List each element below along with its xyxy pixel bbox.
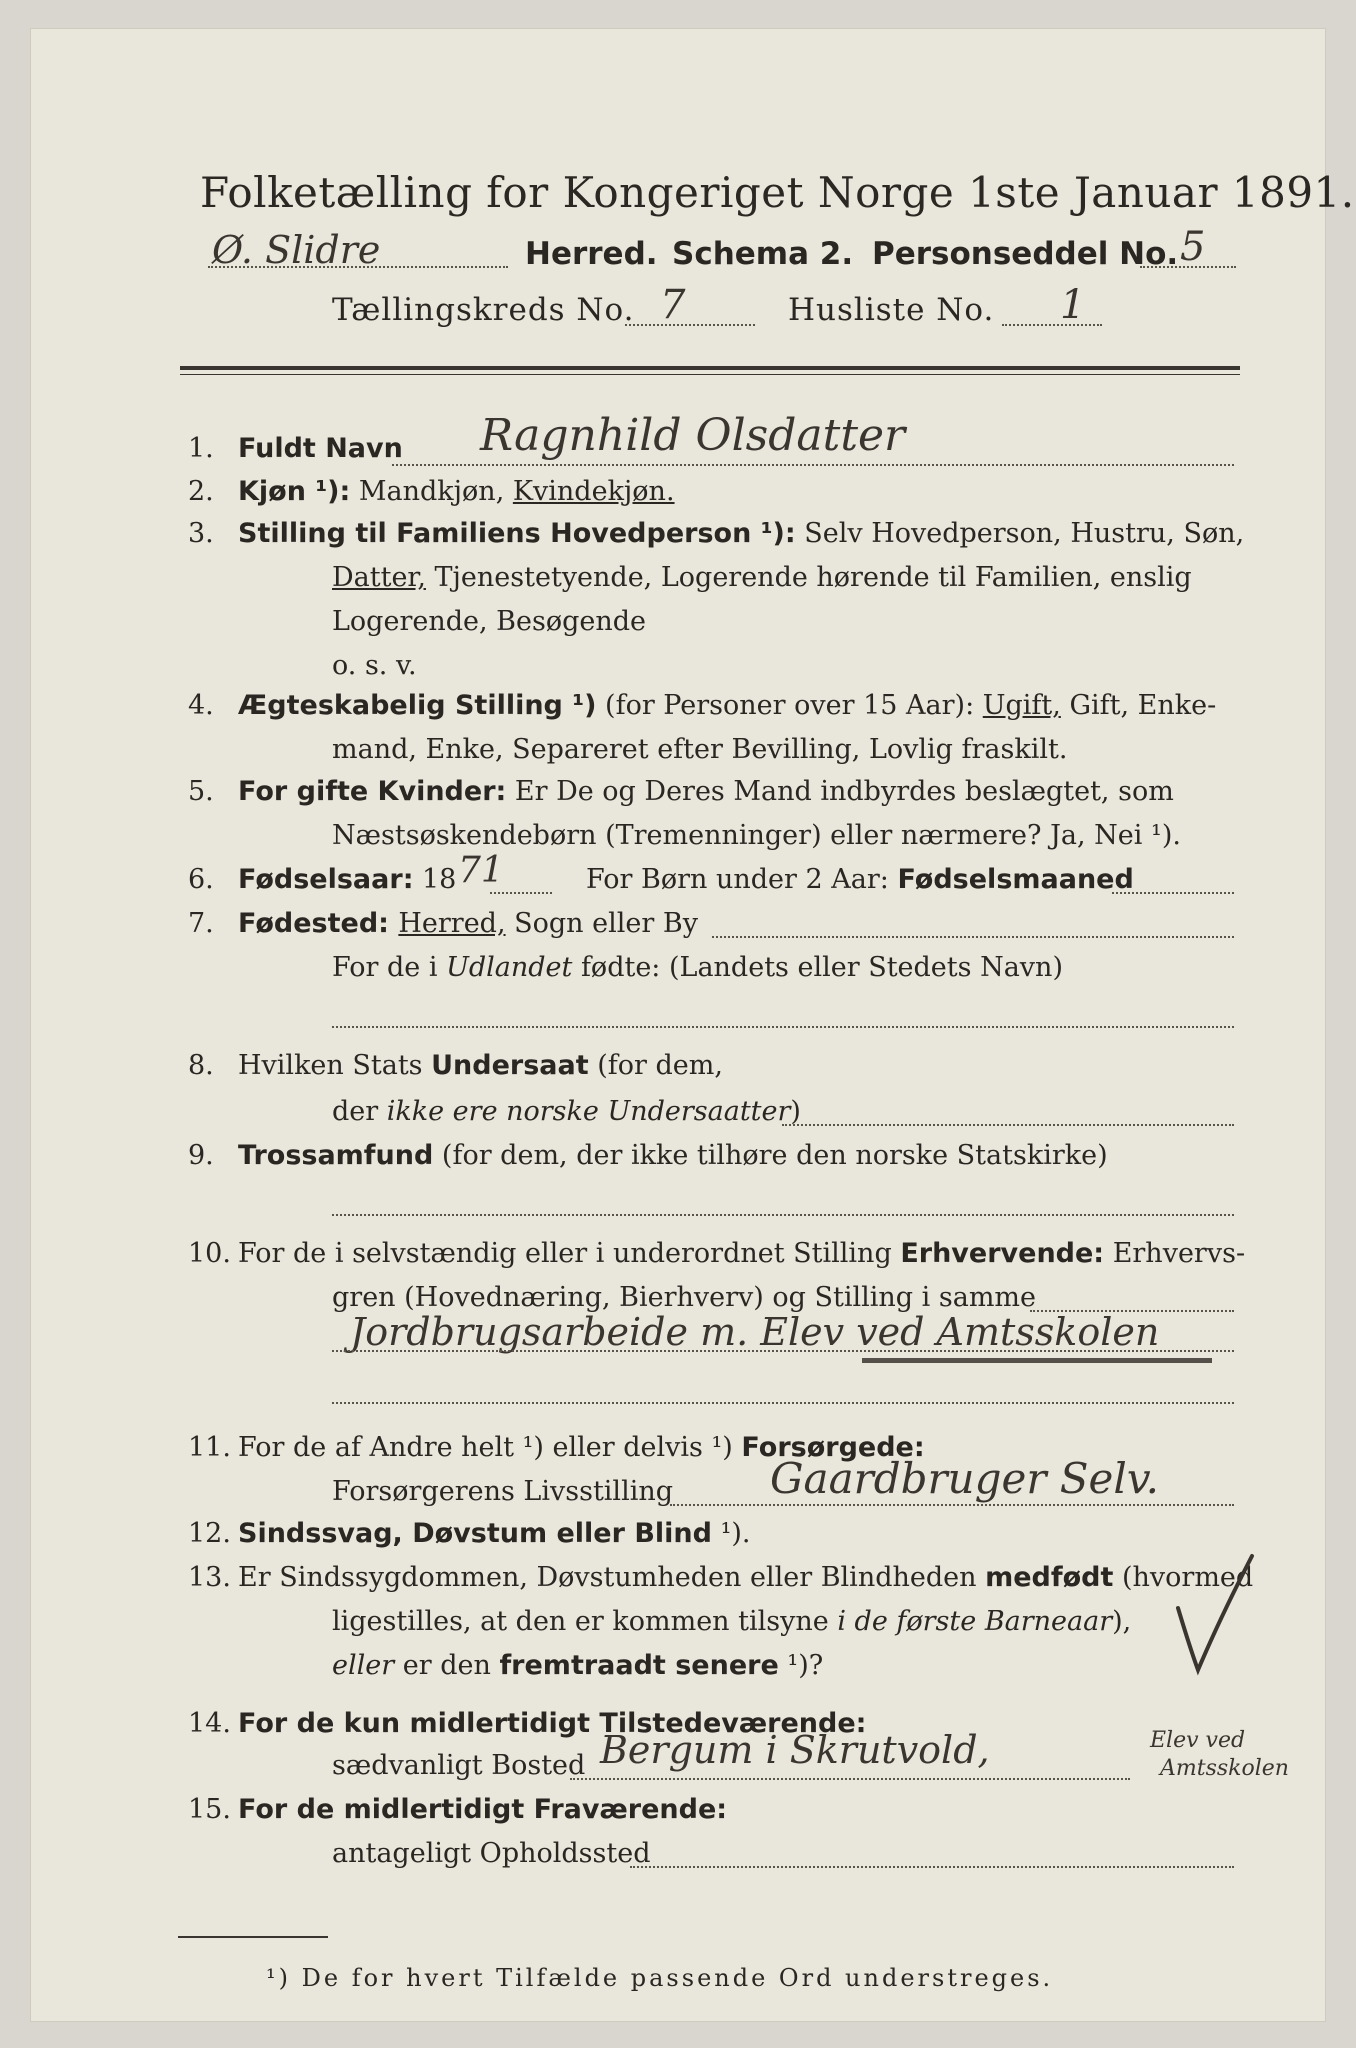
item-3-line4: o. s. v.: [332, 650, 417, 681]
form-title: Folketælling for Kongeriget Norge 1ste Januar 1891.: [200, 168, 1355, 217]
kjon-mandkjon: Mandkjøn,: [350, 476, 513, 507]
header-rule-thin: [180, 374, 1240, 375]
personseddel-label: Personseddel No.: [872, 236, 1179, 272]
fodselsmaaned-label: [586, 864, 1134, 895]
stilling-options-2: Tjenestetyende, Logerende hørende til Familien, enslig: [425, 562, 1192, 593]
item-3-line1: [238, 518, 1244, 549]
item-10-line2: gren (Hovednæring, Bierhverv) og Stilling i samme: [332, 1282, 1037, 1313]
undersaat-suffix: (for dem,: [588, 1050, 723, 1081]
medfodt-suffix: (hvormed: [1113, 1562, 1254, 1593]
bosted-note-1: Elev ved: [1150, 1728, 1246, 1753]
item-3-line2: [332, 562, 1192, 593]
aegteskab-options-1: Gift, Enke-: [1060, 690, 1217, 721]
medfodt-line2-suffix: ),: [1112, 1606, 1132, 1637]
item-9-number: 9.: [188, 1140, 214, 1171]
footnote-text: ¹) De for hvert Tilfælde passende Ord understreges.: [266, 1964, 1054, 1992]
medfodt-bold: medfødt: [985, 1562, 1114, 1593]
item-13-line1: [238, 1562, 1253, 1593]
fodselsaar-dotted-line: [490, 892, 552, 894]
item-12-number: 12.: [188, 1518, 231, 1549]
personseddel-number: 5: [1180, 224, 1206, 270]
bosted-dotted-line: [570, 1778, 1130, 1780]
trossamfund-text: (for dem, der ikke tilhøre den norske Statskirke): [433, 1140, 1108, 1171]
schema-label: Schema 2.: [672, 236, 854, 272]
herred-dotted-line: [208, 266, 508, 268]
gifte-kvinder-label: For gifte Kvinder:: [238, 776, 507, 807]
bosted-handwritten: Bergum i Skrutvold,: [600, 1728, 990, 1772]
fodselsaar-prefix: 18: [422, 864, 457, 895]
udlandet-suffix: fødte: (Landets eller Stedets Navn): [572, 952, 1063, 983]
forsorgede-prefix: For de af Andre helt ¹) eller delvis ¹): [238, 1432, 742, 1463]
name-dotted-line: [392, 464, 1234, 466]
checkmark-icon: [1170, 1548, 1260, 1678]
herred-label: Herred.: [525, 236, 658, 272]
item-4-number: 4.: [188, 690, 214, 721]
header-rule-thick: [180, 366, 1240, 370]
item-10-number: 10.: [188, 1238, 231, 1269]
item-1-label: Fuldt Navn: [238, 433, 403, 464]
erhverv-bold: Erhvervende:: [900, 1238, 1105, 1269]
item-7-line1: [238, 908, 698, 939]
undersaat-dotted-line: [782, 1124, 1234, 1126]
item-13-number: 13.: [188, 1562, 231, 1593]
fodselsaar-handwritten: 71: [458, 850, 504, 891]
item-13-line2: [332, 1606, 1131, 1637]
item-12-line1: [238, 1518, 751, 1549]
fodselsmaaned-dotted-line: [1112, 892, 1234, 894]
fodested-herred: Herred,: [398, 908, 506, 939]
medfodt-line3-text: er den: [394, 1650, 500, 1681]
opholdssted-dotted-line: [630, 1866, 1234, 1868]
item-10-line1: [238, 1238, 1245, 1269]
udlandet-dotted-line: [332, 1026, 1234, 1028]
erhverv-value-dotted-line: [332, 1350, 1234, 1352]
forsorgede-bold: Forsørgede:: [741, 1432, 925, 1463]
sindssvag-label: Sindssvag, Døvstum eller Blind: [238, 1518, 712, 1549]
item-1-number: 1.: [188, 433, 214, 464]
udlandet-prefix: For de i: [332, 952, 447, 983]
erhverv-prefix: For de i selvstændig eller i underordnet Stilling: [238, 1238, 901, 1269]
bosted-label: sædvanligt Bosted: [332, 1750, 586, 1781]
taellingskreds-number: 7: [660, 282, 686, 328]
medfodt-line2-italic: i de første Barneaar: [837, 1606, 1113, 1637]
herred-handwritten: Ø. Slidre: [212, 228, 381, 272]
fodselsmaaned-bold: Fødselsmaaned: [897, 864, 1134, 895]
item-14-number: 14.: [188, 1708, 231, 1739]
husliste-dotted-line: [1002, 324, 1102, 326]
husliste-label: Husliste No.: [788, 292, 995, 328]
tilstede-label: For de kun midlertidigt Tilstedeværende:: [238, 1708, 867, 1739]
medfodt-line3-bold: fremtraadt senere: [499, 1650, 779, 1681]
erhverv-strike-line: [862, 1358, 1212, 1363]
forsorger-dotted-line: [670, 1504, 1234, 1506]
medfodt-line2-prefix: ligestilles, at den er kommen tilsyne: [332, 1606, 838, 1637]
taellingskreds-label: Tællingskreds No.: [332, 292, 635, 328]
undersaat-line2-prefix: der: [332, 1096, 387, 1127]
fravaerende-label: For de midlertidigt Fraværende:: [238, 1794, 728, 1825]
item-7-number: 7.: [188, 908, 214, 939]
item-15-number: 15.: [188, 1794, 231, 1825]
name-handwritten: Ragnhild Olsdatter: [480, 410, 906, 461]
sindssvag-suffix: ¹).: [711, 1518, 751, 1549]
fodested-label: Fødested:: [238, 908, 399, 939]
erhverv-suffix: Erhvervs-: [1104, 1238, 1246, 1269]
kjon-kvindekjon: Kvindekjøn.: [512, 476, 675, 507]
erhverv-extra-dotted-line: [332, 1402, 1234, 1404]
aegteskab-label: Ægteskabelig Stilling ¹): [238, 690, 597, 721]
medfodt-line3-suffix: ¹)?: [778, 1650, 824, 1681]
aegteskab-ugift: Ugift,: [982, 690, 1061, 721]
item-8-line1: [238, 1050, 723, 1081]
stilling-label: Stilling til Familiens Hovedperson ¹):: [238, 518, 796, 549]
born-label: For Børn under 2 Aar:: [586, 864, 898, 895]
item-6-number: 6.: [188, 864, 214, 895]
husliste-number: 1: [1060, 282, 1086, 328]
undersaat-line2-italic: ikke ere norske Undersaatter: [386, 1096, 791, 1127]
undersaat-prefix: Hvilken Stats: [238, 1050, 432, 1081]
footnote-rule: [178, 1936, 328, 1938]
item-5-line2: Næstsøskendebørn (Tremenninger) eller nærmere? Ja, Nei ¹).: [332, 820, 1181, 851]
census-form-sheet: [30, 28, 1355, 2022]
item-8-line2: [332, 1096, 801, 1127]
medfodt-line3-italic: eller: [332, 1650, 395, 1681]
undersaat-bold: Undersaat: [431, 1050, 589, 1081]
medfodt-prefix: Er Sindssygdommen, Døvstumheden eller Blindheden: [238, 1562, 986, 1593]
forsorger-handwritten: Gaardbruger Selv.: [770, 1454, 1159, 1503]
fodested-dotted-line: [712, 936, 1234, 938]
trossamfund-dotted-line: [332, 1214, 1234, 1216]
item-5-number: 5.: [188, 776, 214, 807]
udlandet-italic: Udlandet: [446, 952, 573, 983]
item-2-number: 2.: [188, 476, 214, 507]
opholdssted-label: antageligt Opholdssted: [332, 1838, 651, 1869]
trossamfund-label: Trossamfund: [238, 1140, 434, 1171]
aegteskab-text: (for Personer over 15 Aar):: [596, 690, 983, 721]
item-2-text: [238, 476, 675, 507]
forsorger-label: Forsørgerens Livsstilling: [332, 1476, 674, 1507]
erhverv-handwritten: Jordbrugsarbeide m. Elev ved Amtsskolen: [350, 1310, 1160, 1354]
stilling-datter: Datter,: [332, 562, 426, 593]
item-13-line3: [332, 1650, 823, 1681]
bosted-note-2: Amtsskolen: [1160, 1756, 1289, 1781]
taellingskreds-dotted-line: [625, 324, 755, 326]
stilling-options-1: Selv Hovedperson, Hustru, Søn,: [795, 518, 1245, 549]
item-4-line2: mand, Enke, Separeret efter Bevilling, Lovlig fraskilt.: [332, 734, 1068, 765]
item-9-line1: [238, 1140, 1108, 1171]
item-3-line3: Logerende, Besøgende: [332, 606, 646, 637]
undersaat-line2-suffix: ): [790, 1096, 801, 1127]
item-11-number: 11.: [188, 1432, 231, 1463]
fodselsaar-label: Fødselsaar:: [238, 864, 414, 895]
item-4-line1: [238, 690, 1216, 721]
item-8-number: 8.: [188, 1050, 214, 1081]
gifte-kvinder-text: Er De og Deres Mand indbyrdes beslægtet, som: [506, 776, 1174, 807]
fodested-options: Sogn eller By: [505, 908, 698, 939]
item-3-number: 3.: [188, 518, 214, 549]
kjon-label: Kjøn ¹):: [238, 476, 351, 507]
item-5-line1: [238, 776, 1174, 807]
item-7-line2: [332, 952, 1063, 983]
